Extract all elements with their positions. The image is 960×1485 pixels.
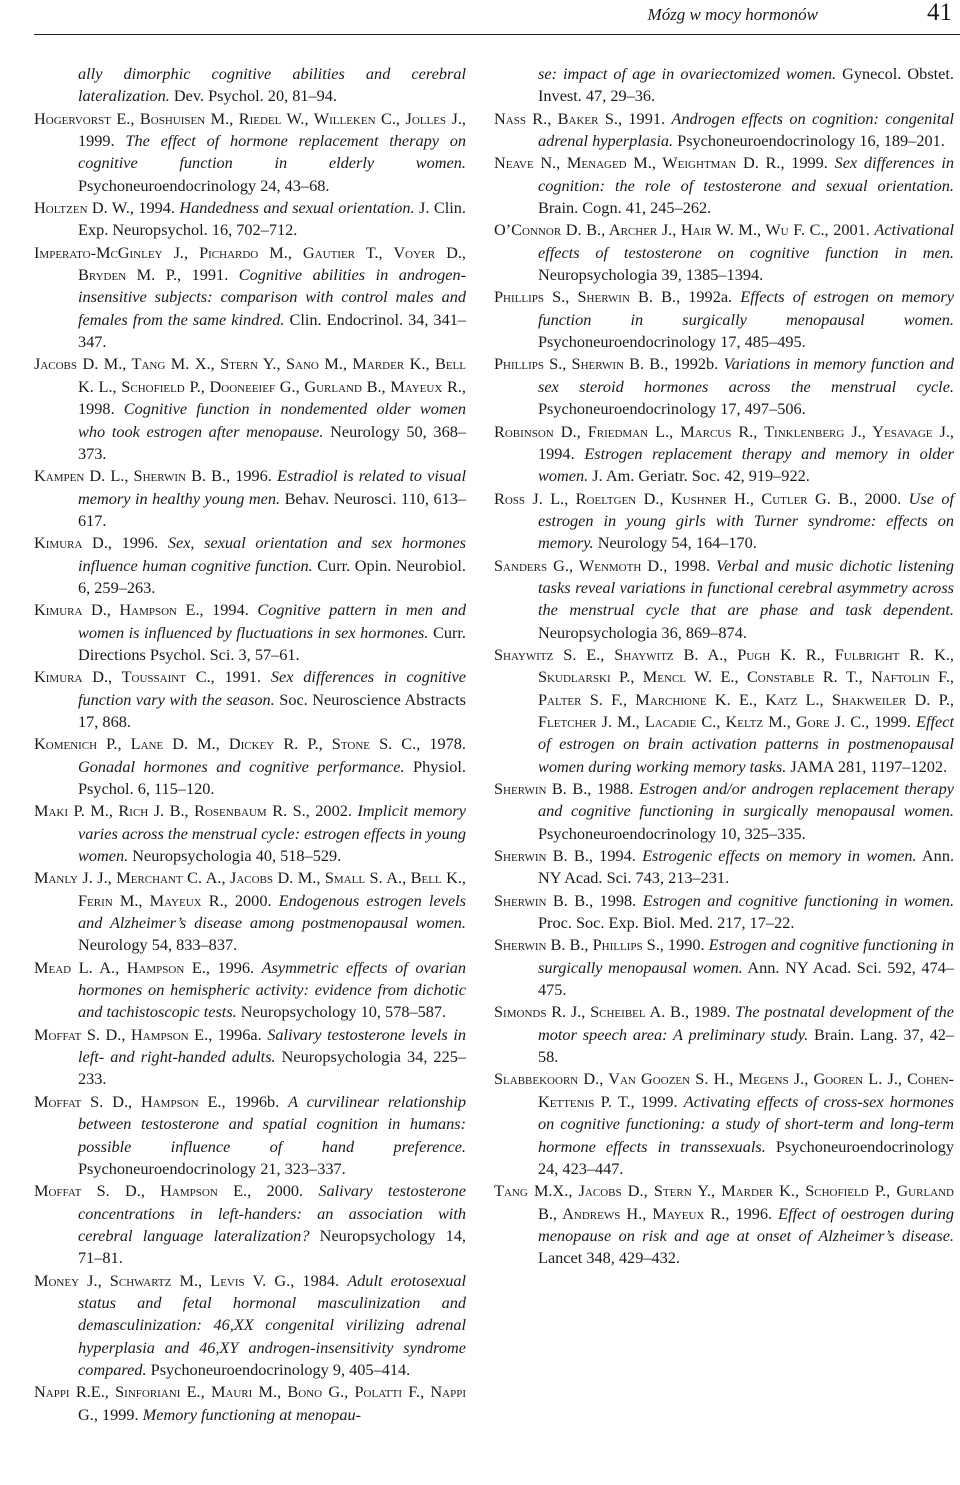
reference-text: , 1999.	[93, 1404, 143, 1424]
reference-text: , 1992a.	[676, 287, 741, 307]
reference-authors: Slabbekoorn D., Van Goozen S. H., Megens J., Gooren L. J., Cohen-Kettenis P. T.	[494, 1069, 954, 1111]
reference-entry	[494, 108, 954, 153]
reference-authors: Maki P. M., Rich J. B., Rosenbaum R. S.	[34, 801, 306, 821]
reference-text: , 1998.	[589, 890, 643, 910]
reference-text: Psychoneuroendocrinology 10, 325–335.	[538, 823, 806, 843]
reference-text: J. Clin. Exp. Neuropsychol. 16, 702–712.	[78, 198, 466, 240]
reference-text: Psychoneuroendocrinology 24, 43–68.	[78, 175, 330, 195]
reference-text: , 1978.	[416, 734, 466, 754]
header-rule	[34, 34, 960, 35]
reference-entry	[494, 845, 954, 890]
reference-title: Estrogen replacement therapy and memory in older women.	[538, 443, 955, 486]
reference-authors: Kimura D., Toussaint C.	[34, 667, 211, 687]
reference-text: , 1996.	[205, 957, 262, 977]
reference-entry	[34, 1024, 466, 1091]
page-number: 41	[927, 0, 952, 26]
reference-text: Neuropsychology 14, 71–81.	[78, 1225, 467, 1268]
reference-text: JAMA 281, 1197–1202.	[786, 756, 948, 776]
reference-text: Curr. Directions Psychol. Sci. 3, 57–61.	[78, 622, 466, 664]
reference-title: Salivary testosterone concentrations in left-handers: an association with cerebral language lateralization?	[78, 1181, 466, 1245]
reference-authors: Ross J. L., Roeltgen D., Kushner H., Cutler G. B.	[494, 488, 854, 508]
reference-authors: O’Connor D. B., Archer J., Hair W. M., Wu F. C.	[494, 220, 825, 240]
reference-entry	[34, 532, 466, 599]
reference-title: Sex, sexual orientation and sex hormones influence human cognitive function.	[78, 533, 467, 575]
reference-text: Neurology 54, 833–837.	[78, 935, 238, 955]
reference-authors: Moffat S. D., Hampson E.	[34, 1091, 222, 1111]
reference-title: Endogenous estrogen levels and Alzheimer’s disease among postmenopausal women.	[78, 890, 466, 933]
reference-text: Psychoneuroendocrinology 9, 405–414.	[146, 1359, 411, 1379]
reference-authors: Sherwin B. B., Phillips S.	[494, 935, 660, 955]
reference-entry	[34, 666, 466, 733]
reference-title: Adult erotosexual status and fetal hormonal masculinization and demasculinization: 46,XX congenital virilizing adrenal hyperplasia and 46,XY androgen-insensitivity syndrome compared.	[78, 1270, 466, 1379]
reference-title: Use of estrogen in young girls with Turner syndrome: effects on memory.	[538, 488, 954, 553]
reference-text: Neurology 50, 368–373.	[78, 421, 466, 463]
reference-title: Variations in memory function and sex steroid hormones across the menstrual cycle.	[538, 354, 954, 396]
reference-text: , 1984.	[290, 1270, 348, 1290]
reference-title: Cognitive pattern in men and women is influenced by fluctuations in sex hormones.	[78, 600, 467, 642]
reference-entry	[494, 1068, 954, 1180]
reference-authors: Jacobs D. M., Tang M. X., Stern Y., Sano M., Marder K., Bell K. L., Schofield P., Dooneeief G., Gurland B., Mayeux R.	[34, 354, 466, 396]
reference-text: , 1996a.	[208, 1024, 268, 1044]
reference-authors: Komenich P., Lane D. M., Dickey R. P., Stone S. C.	[34, 734, 417, 754]
reference-text: , 1991.	[617, 108, 672, 128]
reference-authors: Sherwin B. B.	[494, 890, 590, 910]
reference-title: Estrogen and cognitive functioning in women.	[642, 890, 955, 910]
reference-title: Handedness and sexual orientation.	[179, 198, 415, 218]
reference-authors: Moffat S. D., Hampson E.	[34, 1024, 209, 1044]
reference-entry	[494, 421, 954, 488]
reference-entry	[34, 957, 466, 1024]
reference-title: Effect of estrogen on brain activation patterns in postmenopausal women during working memory tasks.	[538, 711, 954, 776]
reference-entry	[494, 1001, 954, 1068]
reference-title: Estrogen and cognitive functioning in surgically menopausal women.	[538, 935, 955, 977]
reference-entry	[34, 1270, 466, 1382]
reference-text: , 1991.	[177, 265, 239, 285]
running-title: Mózg w mocy hormonów	[647, 5, 818, 24]
reference-authors: Moffat S. D., Hampson E.	[34, 1181, 248, 1201]
reference-text: Clin. Endocrinol. 34, 341–347.	[78, 309, 466, 352]
reference-entry	[494, 63, 954, 108]
reference-text: Neurology 54, 164–170.	[593, 533, 757, 553]
reference-entry	[34, 108, 466, 197]
reference-title: Implicit memory varies across the menstrual cycle: estrogen effects in young women.	[78, 801, 466, 866]
reference-title: Estrogenic effects on memory in women.	[642, 846, 917, 866]
reference-title: A curvilinear relationship between testosterone and spatial cognition in humans: possible influence of hand preference.	[78, 1091, 466, 1156]
reference-text: , 1991.	[210, 667, 271, 687]
reference-text: , 1994.	[129, 198, 180, 218]
reference-text: , 1990.	[659, 935, 709, 955]
reference-authors: Neave N., Menaged M., Weightman D. R.	[494, 153, 781, 173]
reference-text: Neuropsychologia 34, 225–233.	[78, 1047, 466, 1089]
reference-text: , 1999.	[865, 711, 917, 731]
reference-authors: Kimura D., Hampson E.	[34, 600, 200, 620]
reference-authors: Nappi R.E., Sinforiani E., Mauri M., Bono G., Polatti F., Nappi G.	[34, 1382, 466, 1424]
reference-entry	[494, 934, 954, 1001]
reference-text: Ann. NY Acad. Sci. 592, 474–475.	[538, 957, 954, 1000]
reference-title: Activating effects of cross-sex hormones on cognitive functioning: a study of short-term and long-term hormone effects in transsexuals.	[538, 1091, 954, 1156]
reference-title: Androgen effects on cognition: congenital adrenal hyperplasia.	[538, 108, 954, 151]
reference-authors: Kimura D.	[34, 533, 108, 553]
reference-text: Dev. Psychol. 20, 81–94.	[169, 86, 338, 106]
reference-text: , 1994.	[538, 421, 954, 463]
reference-authors: Sanders G., Wenmoth D.	[494, 555, 664, 575]
reference-authors: Robinson D., Friedman L., Marcus R., Tinklenberg J., Yesavage J.	[494, 421, 950, 441]
reference-entry	[494, 488, 954, 555]
reference-text: Curr. Opin. Neurobiol. 6, 259–263.	[78, 555, 466, 597]
reference-authors: Sherwin B. B.	[494, 846, 589, 866]
reference-text: , 2000.	[853, 488, 909, 508]
reference-text: , 1999.	[78, 108, 466, 151]
reference-text: , 1992b.	[664, 354, 724, 374]
reference-title: ally dimorphic cognitive abilities and cerebral lateralization.	[78, 64, 466, 106]
reference-title: se: impact of age in ovariectomized women.	[538, 64, 837, 83]
reference-authors: Tang M.X., Jacobs D., Stern Y., Marder K., Schofield P., Gurland B., Andrews H., Mayeux R.	[494, 1181, 954, 1223]
references-left-column	[34, 63, 466, 1426]
reference-entry	[494, 1180, 954, 1269]
reference-text: , 2000.	[223, 890, 279, 910]
reference-text: Gynecol. Obstet. Invest. 47, 29–36.	[538, 64, 954, 106]
reference-entry	[34, 197, 466, 242]
reference-text: Psychoneuroendocrinology 17, 485–495.	[538, 332, 806, 352]
reference-authors: Holtzen D. W.	[34, 198, 130, 218]
reference-entry	[34, 1091, 466, 1180]
reference-entry	[34, 1180, 466, 1269]
reference-title: Estrogen and/or androgen replacement therapy and cognitive functioning in surgically menopausal women.	[538, 779, 954, 821]
reference-authors: Imperato-McGinley J., Pichardo M., Gautier T., Voyer D., Bryden M. P.	[34, 242, 466, 285]
reference-text: , 1994.	[588, 846, 643, 866]
reference-entry	[494, 219, 954, 286]
reference-text: Proc. Soc. Exp. Biol. Med. 217, 17–22.	[538, 913, 795, 933]
reference-authors: Money J., Schwartz M., Levis V. G.	[34, 1270, 291, 1290]
reference-text: Soc. Neuroscience Abstracts 17, 868.	[78, 689, 466, 731]
reference-text: Physiol. Psychol. 6, 115–120.	[78, 756, 466, 798]
reference-entry	[494, 286, 954, 353]
reference-entry	[34, 465, 466, 532]
reference-text: Psychoneuroendocrinology 17, 497–506.	[538, 399, 806, 419]
reference-entry	[34, 353, 466, 465]
reference-authors: Nass R., Baker S.	[494, 108, 618, 128]
reference-entry	[494, 152, 954, 219]
page-header	[0, 0, 960, 34]
reference-authors: Kampen D. L., Sherwin B. B.	[34, 466, 227, 486]
reference-title: Gonadal hormones and cognitive performance.	[78, 756, 405, 776]
reference-text: Behav. Neurosci. 110, 613–617.	[78, 488, 467, 530]
references-right-column	[494, 63, 954, 1270]
reference-text: Brain. Cogn. 41, 245–262.	[538, 198, 712, 218]
reference-text: , 1999.	[630, 1091, 684, 1111]
reference-entry	[34, 733, 466, 800]
reference-text: , 1996b.	[221, 1091, 289, 1111]
reference-text: , 1996.	[226, 466, 277, 486]
reference-entry	[494, 890, 954, 935]
reference-entry	[34, 1381, 466, 1426]
reference-entry	[34, 63, 466, 108]
reference-text: , 2002.	[305, 801, 358, 821]
reference-entry	[34, 800, 466, 867]
reference-authors: Phillips S., Sherwin B. B.	[494, 354, 665, 374]
reference-authors: Phillips S., Sherwin B. B.	[494, 287, 677, 307]
reference-text: Psychoneuroendocrinology 21, 323–337.	[78, 1158, 346, 1178]
reference-text: Neuropsychologia 40, 518–529.	[128, 846, 342, 866]
reference-text: J. Am. Geriatr. Soc. 42, 919–922.	[588, 466, 810, 486]
reference-title: The effect of hormone replacement therapy on cognitive function in elderly women.	[78, 131, 466, 173]
reference-text: , 1998.	[78, 376, 466, 419]
reference-text: Psychoneuroendocrinology 16, 189–201.	[673, 131, 945, 151]
reference-entry	[34, 599, 466, 666]
reference-authors: Shaywitz S. E., Shaywitz B. A., Pugh K. R., Fulbright R. K., Skudlarski P., Mencl W. E., Constable R. T., Naftolin F., Palter S. F., Marchione K. E., Katz L., Shakweiler D. P., Fletcher J. M., Lacadie C., Keltz M., Gore J. C.	[494, 644, 954, 731]
reference-text: Brain. Lang. 37, 42–58.	[538, 1024, 954, 1067]
reference-text: , 1996.	[107, 533, 168, 553]
reference-authors: Simonds R. J., Scheibel A. B.	[494, 1002, 685, 1022]
reference-text: , 1998.	[663, 555, 717, 575]
reference-text: , 1989.	[684, 1002, 736, 1022]
reference-authors: Mead L. A., Hampson E.	[34, 957, 206, 977]
reference-title: Effects of estrogen on memory function in surgically menopausal women.	[538, 287, 954, 329]
reference-title: Salivary testosterone levels in left- and right-handed adults.	[78, 1024, 466, 1067]
reference-title: Effect of oestrogen during menopause on risk and age at onset of Alzheimer’s disease.	[538, 1203, 955, 1245]
reference-entry	[34, 242, 466, 354]
reference-title: Activational effects of testosterone on cognitive function in men.	[538, 220, 954, 262]
reference-entry	[34, 867, 466, 956]
reference-authors: Sherwin B. B.	[494, 779, 588, 798]
reference-entry	[494, 644, 954, 778]
reference-text: Lancet 348, 429–432.	[538, 1248, 680, 1268]
reference-entry	[494, 555, 954, 644]
reference-title: Sex differences in cognition: the role of testosterone and sexual orientation.	[538, 153, 954, 195]
reference-text: Neuropsychologia 39, 1385–1394.	[538, 265, 764, 285]
reference-title: The postnatal development of the motor speech area: A preliminary study.	[538, 1002, 955, 1044]
reference-text: Neuropsychologia 36, 869–874.	[538, 622, 747, 642]
reference-text: Neuropsychology 10, 578–587.	[236, 1002, 447, 1022]
reference-title: Estradiol is related to visual memory in healthy young men.	[78, 466, 466, 508]
reference-text: Psychoneuroendocrinology 24, 423–447.	[538, 1136, 954, 1178]
reference-text: , 1996.	[725, 1203, 779, 1223]
reference-text: , 1994.	[199, 600, 258, 620]
reference-text: , 1999.	[780, 153, 835, 173]
reference-title: Verbal and music dichotic listening tasks reveal variations in functional cerebral asymmetry across the menstrual cycle that are phase and task dependent.	[538, 555, 955, 620]
reference-title: Memory functioning at menopau-	[142, 1404, 362, 1424]
reference-text: , 2000.	[247, 1181, 319, 1201]
reference-entry	[494, 353, 954, 420]
reference-title: Cognitive abilities in androgen-insensitive subjects: comparison with control males and females from the same kindred.	[78, 265, 467, 329]
reference-entry	[494, 778, 954, 845]
reference-text: , 1988.	[587, 779, 639, 798]
reference-title: Cognitive function in nondemented older women who took estrogen after menopause.	[78, 399, 467, 441]
reference-text: , 2001.	[824, 220, 875, 240]
reference-authors: Hogervorst E., Boshuisen M., Riedel W., Willeken C., Jolles J.	[34, 108, 462, 128]
reference-text: Ann. NY Acad. Sci. 743, 213–231.	[538, 846, 955, 888]
reference-authors: Manly J. J., Merchant C. A., Jacobs D. M., Small S. A., Bell K., Ferin M., Mayeux R.	[34, 868, 466, 910]
reference-title: Asymmetric effects of ovarian hormones on hemispheric activity: evidence from dichotic and tachistoscopic tests.	[78, 957, 466, 1022]
reference-title: Sex differences in cognitive function vary with the season.	[78, 667, 466, 709]
